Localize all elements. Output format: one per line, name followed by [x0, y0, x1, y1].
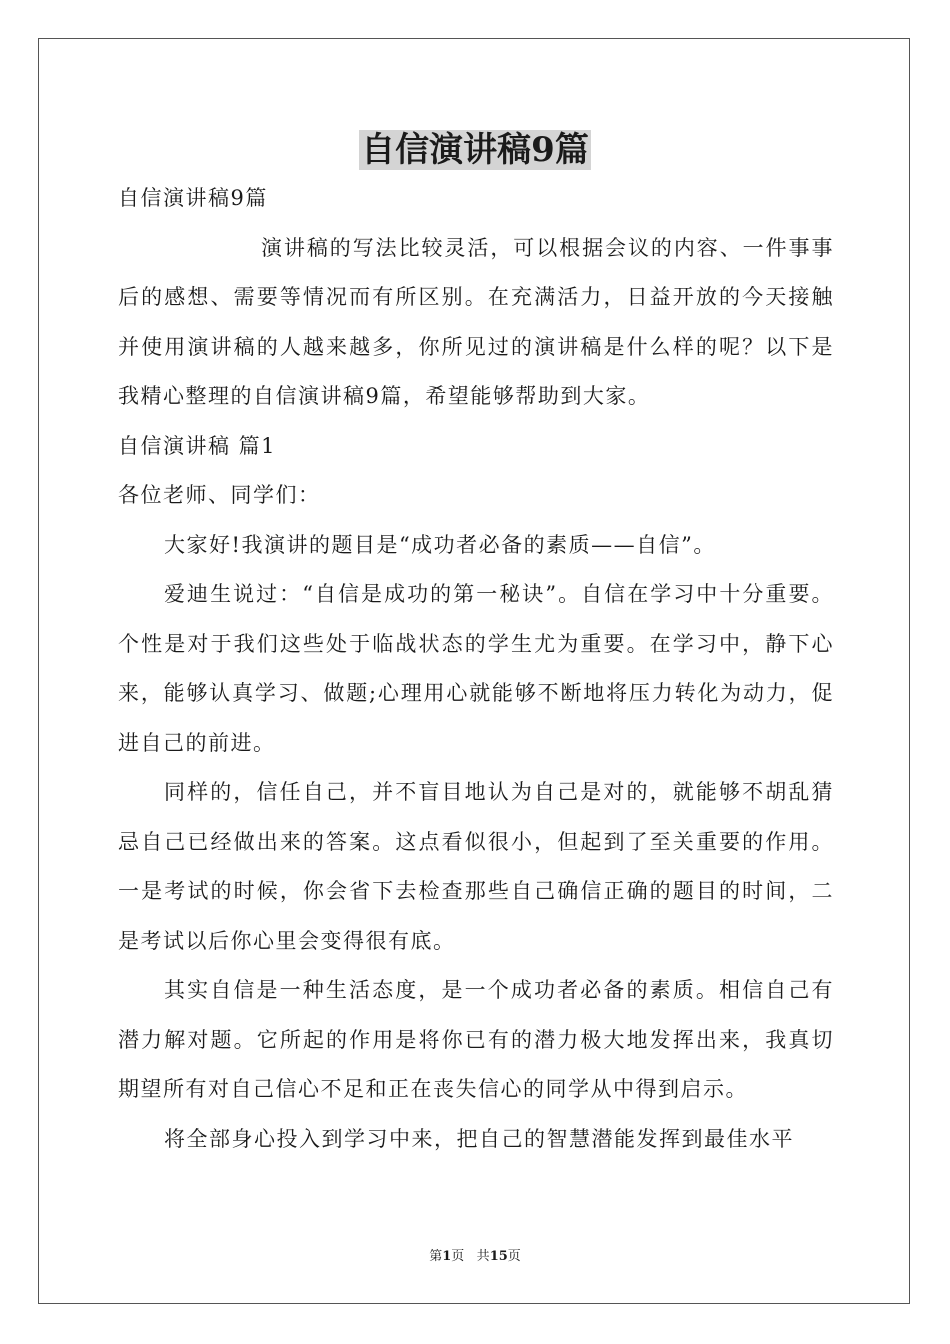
- document-title-text: 自信演讲稿9篇: [361, 130, 589, 170]
- page-footer: [0, 1248, 950, 1266]
- body-paragraph: 其实自信是一种生活态度，是一个成功者必备的素质。相信自己有潜力解对题。它所起的作用是将你已有的潜力极大地发挥出来，我真切期望所有对自己信心不足和正在丧失信心的同学从中得到启示。: [118, 978, 834, 1101]
- document-body: [118, 174, 834, 1164]
- section-heading: 自信演讲稿 篇1: [118, 433, 277, 458]
- page-number-prefix: 第: [429, 1249, 443, 1264]
- salutation: 各位老师、同学们：: [118, 483, 321, 507]
- total-pages-suffix: 页: [507, 1249, 521, 1264]
- body-paragraph: 大家好!我演讲的题目是“成功者必备的素质——自信”。: [164, 532, 716, 557]
- body-paragraph: 将全部身心投入到学习中来，把自己的智慧潜能发挥到最佳水平: [164, 1126, 794, 1151]
- total-pages-prefix: 共: [476, 1249, 490, 1264]
- page-number-suffix: 页: [451, 1249, 465, 1264]
- page-number: 1: [442, 1249, 452, 1264]
- body-paragraph: 爱迪生说过：“自信是成功的第一秘诀”。自信在学习中十分重要。个性是对于我们这些处于临战状态的学生尤为重要。在学习中，静下心来，能够认真学习、做题;心理用心就能够不断地将压力转化为动力，促进自己的前进。: [118, 582, 834, 755]
- intro-paragraph: 演讲稿的写法比较灵活，可以根据会议的内容、一件事事后的感想、需要等情况而有所区别。在充满活力，日益开放的今天接触并使用演讲稿的人越来越多，你所见过的演讲稿是什么样的呢？以下是我精心整理的自信演讲稿9篇，希望能够帮助到大家。: [118, 235, 834, 408]
- total-pages: 15: [489, 1249, 508, 1264]
- document-subtitle: 自信演讲稿9篇: [118, 186, 268, 210]
- document-title: [0, 128, 950, 172]
- body-paragraph: 同样的，信任自己，并不盲目地认为自己是对的，就能够不胡乱猜忌自己已经做出来的答案。这点看似很小，但起到了至关重要的作用。一是考试的时候，你会省下去检查那些自己确信正确的题目的时间，二是考试以后你心里会变得很有底。: [118, 780, 834, 953]
